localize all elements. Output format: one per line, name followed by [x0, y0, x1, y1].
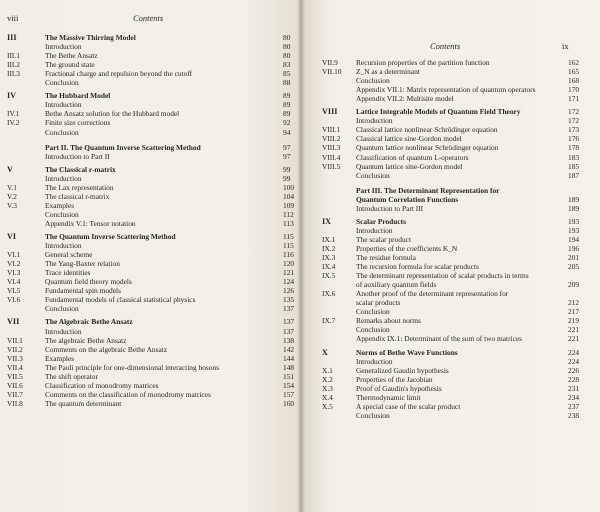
page-ref: 189 — [568, 194, 580, 204]
section-number: VI — [7, 232, 17, 241]
section-number: X.5 — [322, 401, 333, 411]
section-title: The algebraic Bethe Ansatz — [45, 335, 127, 345]
section-title: Appendix V.1: Tensor notation — [45, 218, 136, 228]
page-ref: 126 — [283, 286, 295, 296]
section-number: X.2 — [322, 374, 333, 384]
section-title: The residue formula — [356, 253, 416, 262]
section-title: Introduction to Part III — [356, 203, 424, 213]
page-ref: 116 — [283, 250, 294, 260]
section-number: IX.5 — [322, 271, 336, 281]
section-number: VII.4 — [7, 362, 23, 372]
page-ref: 120 — [283, 259, 295, 269]
section-title-continued: scalar products — [356, 298, 401, 308]
section-number: X — [322, 347, 328, 357]
section-number: VII.1 — [7, 335, 23, 345]
book-gutter — [297, 0, 305, 512]
section-title: Introduction to Part II — [45, 151, 110, 161]
section-number: X.3 — [322, 383, 333, 393]
page-ref: 151 — [283, 371, 295, 381]
section-title: Properties of the Jacobian — [356, 374, 433, 384]
page-ref: 92 — [283, 118, 291, 128]
section-title: Appendix VII.1: Matrix representation of quantum operators — [356, 85, 536, 95]
section-title: Introduction — [356, 116, 393, 126]
section-title: Introduction — [45, 326, 82, 336]
section-title: Conclusion — [45, 127, 79, 137]
page-ref: 89 — [283, 91, 291, 101]
section-title: Trace identities — [45, 268, 91, 278]
page-ref: 97 — [283, 151, 291, 161]
section-number: V — [7, 164, 13, 174]
page-ref: 115 — [283, 241, 294, 251]
section-number: III.1 — [7, 51, 20, 61]
page-ref: 121 — [283, 268, 295, 278]
section-title: Introduction — [45, 241, 82, 251]
section-title: Conclusion — [356, 410, 390, 420]
page-ref: 137 — [283, 326, 295, 336]
section-number: VI.3 — [7, 268, 21, 278]
section-number: IX.1 — [322, 234, 336, 244]
section-title: The recursion formula for scalar products — [356, 262, 479, 272]
section-title: Classification of monodromy matrices — [45, 380, 159, 390]
page-ref: 137 — [283, 304, 295, 314]
section-number: VIII.5 — [322, 161, 341, 171]
section-title-continued: of auxiliary quantum fields — [356, 280, 437, 290]
section-title: Introduction — [45, 42, 82, 52]
section-title: Quantum field theory models — [45, 277, 132, 287]
section-title: Examples — [45, 353, 75, 363]
page-ref: 88 — [283, 78, 291, 88]
section-title: The Quantum Inverse Scattering Method — [45, 232, 176, 241]
section-title: The classical r-matrix — [45, 191, 110, 201]
section-title: Appendix VII.2: Multisite model — [356, 94, 454, 104]
section-number: VIII.2 — [322, 134, 341, 144]
page-ref: 209 — [568, 280, 580, 290]
section-title: The determinant representation of scalar products in terms — [356, 271, 529, 281]
section-number: X.4 — [322, 392, 333, 402]
section-number: V.2 — [7, 191, 17, 201]
page-ref: 165 — [568, 67, 580, 77]
page-ref: 112 — [283, 209, 294, 219]
page-ref: 80 — [283, 51, 291, 61]
section-title: Part II. The Quantum Inverse Scattering Method — [45, 142, 201, 152]
page-ref: 187 — [568, 170, 580, 180]
page-ref: 83 — [283, 60, 291, 70]
section-title: Part III. The Determinant Representation for — [356, 185, 500, 195]
section-title: Bethe Ansatz solution for the Hubbard model — [45, 109, 180, 119]
section-title: Lattice Integrable Models of Quantum Field Theory — [356, 107, 521, 117]
page-ref: 185 — [568, 161, 580, 171]
page-ref: 80 — [283, 42, 291, 52]
page-ref: 173 — [568, 125, 580, 135]
page-ref: 138 — [283, 335, 295, 345]
page-ref: 144 — [283, 353, 295, 363]
page-ref: 168 — [568, 76, 580, 86]
page-ref: 231 — [568, 383, 580, 393]
section-title: A special case of the scalar product — [356, 401, 461, 411]
section-title: Generalized Gaudin hypothesis — [356, 365, 449, 375]
page-ref: 176 — [568, 134, 580, 144]
section-number: IV.1 — [7, 109, 20, 119]
page-number: viii — [7, 13, 19, 23]
page-ref: 238 — [568, 410, 580, 420]
section-title: Conclusion — [356, 76, 390, 86]
section-title: Recursion properties of the partition function — [356, 58, 490, 67]
section-title: Properties of the coefficients K_N — [356, 243, 458, 253]
page-ref: 89 — [283, 100, 291, 110]
section-title: Fundamental models of classical statistical physics — [45, 295, 196, 305]
section-title: Norms of Bethe Wave Functions — [356, 347, 458, 357]
section-number: III.2 — [7, 60, 20, 70]
page-ref: 170 — [568, 85, 580, 95]
section-number: X.1 — [322, 365, 333, 375]
page-ref: 172 — [568, 116, 580, 126]
section-title: Classical lattice sine-Gordon model — [356, 134, 462, 144]
section-number: VIII — [322, 107, 338, 117]
page-ref: 193 — [568, 225, 580, 235]
section-title: Quantum lattice nonlinear Schrödinger equation — [356, 143, 499, 153]
section-number: IX — [322, 216, 332, 226]
page-ref: 89 — [283, 109, 291, 119]
page-ref: 154 — [283, 380, 295, 390]
section-title: The ground state — [45, 60, 95, 70]
page-ref: 135 — [283, 295, 295, 305]
section-title: Remarks about norms — [356, 316, 421, 326]
section-title: Thermodynamic limit — [356, 392, 421, 402]
section-number: VI.2 — [7, 259, 21, 269]
page-ref: 142 — [283, 344, 295, 354]
page-ref: 115 — [283, 232, 294, 241]
section-title: Introduction — [45, 100, 82, 110]
page-ref: 212 — [568, 298, 580, 308]
section-title: Conclusion — [45, 78, 79, 88]
section-title: Z_N as a determinant — [356, 67, 420, 77]
section-title: Fundamental spin models — [45, 286, 121, 296]
page-ref: 193 — [568, 216, 580, 226]
section-number: VII — [7, 317, 20, 327]
page-ref: 137 — [283, 317, 295, 327]
page-ref: 85 — [283, 69, 291, 79]
section-title: The Hubbard Model — [45, 91, 111, 101]
page-ref: 157 — [283, 389, 295, 399]
page-ref: 97 — [283, 142, 291, 152]
section-title: Comments on the classification of monodromy matrices — [45, 389, 211, 399]
page-ref: 99 — [283, 173, 291, 183]
section-title: Conclusion — [356, 170, 390, 180]
section-title: Quantum lattice sine-Gordon model — [356, 161, 463, 171]
page-ref: 189 — [568, 203, 580, 213]
section-number: VIII.1 — [322, 125, 341, 135]
page-ref: 201 — [568, 253, 580, 262]
section-title: Proof of Gaudin's hypothesis — [356, 383, 442, 393]
page-ref: 99 — [283, 164, 291, 174]
page-ref: 224 — [568, 347, 580, 357]
section-title: The Classical r-matrix — [45, 164, 116, 174]
section-title: Conclusion — [45, 304, 79, 314]
page-ref: 234 — [568, 392, 580, 402]
page-ref: 113 — [283, 218, 294, 228]
page-ref: 80 — [283, 33, 291, 42]
section-number: VII.10 — [322, 67, 342, 77]
page-ref: 221 — [568, 325, 580, 335]
section-title: Finite size corrections — [45, 118, 111, 128]
section-number: VII.8 — [7, 398, 23, 408]
section-number: VI.5 — [7, 286, 21, 296]
page-ref: 205 — [568, 262, 580, 272]
section-title: The Bethe Ansatz — [45, 51, 98, 61]
page-ref: 171 — [568, 94, 580, 104]
section-title: The scalar product — [356, 234, 411, 244]
section-title: The Algebraic Bethe Ansatz — [45, 317, 133, 327]
section-title: The quantum determinant — [45, 398, 122, 408]
section-number: IX.3 — [322, 253, 336, 262]
section-title: General scheme — [45, 250, 93, 260]
section-title: The Yang-Baxter relation — [45, 259, 120, 269]
section-title: Fractional charge and repulsion beyond the cutoff — [45, 69, 193, 79]
page-ref: 224 — [568, 356, 580, 366]
section-title: Introduction — [45, 173, 82, 183]
running-head: Contents — [430, 41, 461, 51]
section-title: The Lax representation — [45, 182, 114, 192]
section-number: VIII.4 — [322, 152, 341, 162]
section-number: VII.9 — [322, 58, 338, 67]
section-title: Comments on the algebraic Bethe Ansatz — [45, 344, 168, 354]
section-title: Classification of quantum L-operators — [356, 152, 469, 162]
page-ref: 196 — [568, 243, 580, 253]
section-title: Introduction — [356, 356, 393, 366]
section-number: VI.1 — [7, 250, 21, 260]
page-ref: 221 — [568, 334, 580, 344]
section-title: The Pauli principle for one-dimensional interacting bosons — [45, 362, 220, 372]
page-ref: 100 — [283, 182, 295, 192]
section-title: Conclusion — [356, 325, 390, 335]
page-ref: 124 — [283, 277, 295, 287]
right-page — [300, 0, 600, 512]
section-number: IX.4 — [322, 262, 336, 272]
section-title: Scalar Products — [356, 216, 407, 226]
section-title: The shift operator — [45, 371, 98, 381]
section-title: Introduction — [356, 225, 393, 235]
page-number: ix — [562, 41, 569, 51]
section-number: IX.2 — [322, 243, 336, 253]
page-ref: 194 — [568, 234, 580, 244]
section-title-continued: Quantum Correlation Functions — [356, 194, 459, 204]
page-ref: 104 — [283, 191, 295, 201]
page-ref: 94 — [283, 127, 291, 137]
section-number: IV — [7, 91, 17, 101]
page-ref: 178 — [568, 143, 580, 153]
page-ref: 148 — [283, 362, 295, 372]
section-title: Examples — [45, 200, 75, 210]
page-ref: 217 — [568, 307, 580, 317]
section-number: VII.5 — [7, 371, 23, 381]
page-ref: 237 — [568, 401, 580, 411]
section-number: VII.6 — [7, 380, 23, 390]
section-title: Conclusion — [356, 307, 390, 317]
page-ref: 162 — [568, 58, 580, 67]
page-ref: 183 — [568, 152, 580, 162]
page-ref: 109 — [283, 200, 295, 210]
section-number: III.3 — [7, 69, 20, 79]
section-title: Classical lattice nonlinear Schrödinger equation — [356, 125, 498, 135]
section-number: VII.2 — [7, 344, 23, 354]
section-number: VII.7 — [7, 389, 23, 399]
section-title: Appendix IX.1: Determinant of the sum of two matrices — [356, 334, 523, 344]
section-number: VI.4 — [7, 277, 21, 287]
section-number: IX.7 — [322, 316, 336, 326]
running-head: Contents — [133, 13, 164, 23]
section-title: Another proof of the determinant representation for — [356, 289, 509, 299]
page-ref: 160 — [283, 398, 295, 408]
section-title: The Massive Thirring Model — [45, 33, 136, 42]
section-number: VII.3 — [7, 353, 23, 363]
page-ref: 219 — [568, 316, 580, 326]
section-number: IV.2 — [7, 118, 20, 128]
section-number: III — [7, 33, 17, 42]
section-number: V.1 — [7, 182, 17, 192]
section-title: Conclusion — [45, 209, 79, 219]
section-number: VI.6 — [7, 295, 21, 305]
section-number: VIII.3 — [322, 143, 341, 153]
section-number: V.3 — [7, 200, 17, 210]
page-ref: 228 — [568, 374, 580, 384]
page-ref: 172 — [568, 107, 580, 117]
page-ref: 226 — [568, 365, 580, 375]
section-number: IX.6 — [322, 289, 336, 299]
